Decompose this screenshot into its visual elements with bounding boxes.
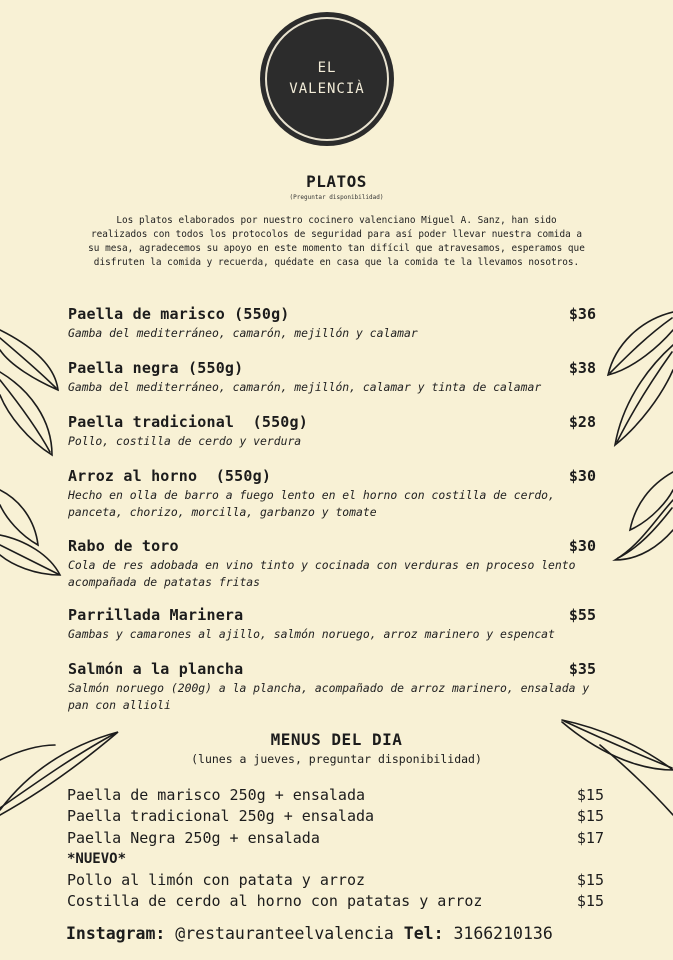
dish-salmon-plancha [68,660,596,714]
menus-list [67,785,604,913]
dish-description: Salmón noruego (200g) a la plancha, acompañado de arroz marinero, ensalada y pan con allioli [68,681,590,712]
menus-title: MENUS DEL DIA [270,730,403,749]
dish-description: Gambas y camarones al ajillo, salmón noruego, arroz marinero y espencat [68,627,555,641]
dish-paella-negra [68,359,596,396]
menu-item [67,806,604,827]
tel-number: 3166210136 [443,924,553,943]
dish-parrillada-marinera [68,606,596,643]
dish-price: $36 [568,305,596,323]
leaf-right-4 [615,500,673,560]
leaf-left-3 [0,490,38,545]
menu-item-name: Costilla de cerdo al horno con patatas y arroz [67,892,483,911]
leaf-right-1-vein [610,318,672,373]
contact-footer [66,924,553,943]
menu-item [67,891,604,912]
leaf-right-2 [615,345,673,445]
leaf-left-4-vein [0,545,58,574]
menu-item [67,828,604,849]
menu-item-name: Paella de marisco 250g + ensalada [67,786,366,804]
menus-subtitle: (lunes a jueves, preguntar disponibilidad) [191,752,482,766]
dish-name: Parrillada Marinera [68,606,244,624]
dish-name: Rabo de toro [68,537,179,555]
dish-name: Paella tradicional (550g) [68,413,308,431]
menu-new-label: *NUEVO* [67,850,127,867]
dish-description: Gamba del mediterráneo, camarón, mejillón y calamar [68,326,418,340]
dish-price: $30 [568,537,596,555]
platos-availability-note: (Preguntar disponibilidad) [289,194,384,201]
instagram-label: Instagram: [66,924,166,943]
dish-price: $38 [568,359,596,377]
leaf-left-1-vein [0,338,56,388]
leaf-left-1 [0,330,58,390]
logo-line-1: EL [317,60,337,76]
menu-item-name: Paella Negra 250g + ensalada [67,828,320,847]
dish-name: Paella negra (550g) [68,359,244,377]
dish-description: Cola de res adobada en vino tinto y cocinada con verduras en proceso lento acompañada de patatas fritas [68,558,576,589]
dish-name: Arroz al horno (550g) [68,467,272,485]
menu-item [67,870,604,891]
menu-item-name: Paella tradicional 250g + ensalada [67,807,375,826]
leaf-left-2 [0,372,52,455]
menu-item-price: $17 [576,828,604,847]
platos-title: PLATOS [306,172,367,191]
menu-item-price: $15 [576,871,604,890]
logo-line-2: VALENCIÀ [289,81,365,97]
dish-description: Hecho en olla de barro a fuego lento en el horno con costilla de cerdo, panceta, chorizo, morcilla, garbanzo y tomate [68,488,555,519]
menu-item-price: $15 [576,892,604,911]
instagram-handle: @restauranteelvalencia [165,924,404,943]
dish-description: Pollo, costilla de cerdo y verdura [68,434,302,448]
dish-price: $55 [568,606,596,624]
dish-paella-tradicional [68,413,596,450]
leaf-left-2-vein [0,380,50,452]
dish-price: $28 [568,413,596,431]
leaf-right-4-vein [618,508,672,558]
platos-intro: Los platos elaborados por nuestro cocinero valenciano Miguel A. Sanz, han sido realizados con todos los protocolos de seguridad para así poder llevar nuestra comida a su mesa, agradecemos su apoyo en este momento tan difícil que atravesamos, esperamos que disfruten la comida y recuerda, quédate en casa que la comida te la llevamos nosotros. [88,215,585,268]
dish-price: $35 [568,660,596,678]
leaf-right-1 [608,312,673,375]
leaf-left-4 [0,535,60,575]
dish-paella-marisco [68,305,596,342]
restaurant-logo [260,12,394,146]
leaf-right-3 [630,472,673,530]
logo-ring [265,17,389,141]
dish-price: $30 [568,467,596,485]
dish-arroz-al-horno [68,467,596,521]
dish-description: Gamba del mediterráneo, camarón, mejillón, calamar y tinta de calamar [68,380,542,394]
tel-label: Tel: [403,924,444,943]
leaf-right-2-vein [617,352,672,442]
menu-item-price: $15 [576,807,604,826]
menu-item [67,785,604,806]
dish-name: Salmón a la plancha [68,660,244,678]
menu-item-price: $15 [576,786,604,804]
dish-name: Paella de marisco (550g) [68,305,290,323]
dish-rabo-de-toro [68,537,596,591]
menu-item-name: Pollo al limón con patata y arroz [67,871,366,890]
